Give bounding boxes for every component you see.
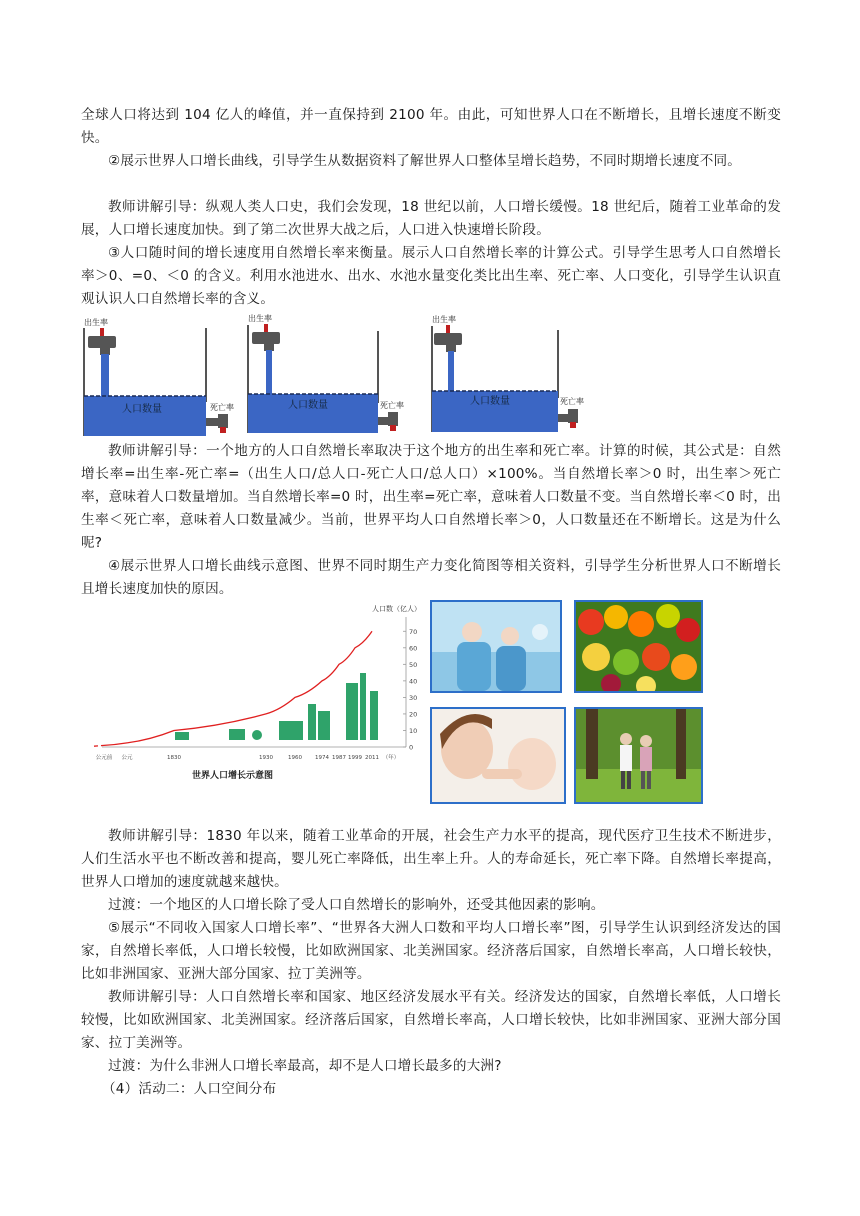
water-volume [84, 396, 206, 436]
drain-valve-icon [568, 409, 578, 423]
medical-doctors-image [430, 600, 562, 693]
faucet-handle-icon [264, 324, 268, 332]
production-icons [175, 673, 378, 740]
drain-valve-icon [388, 412, 398, 426]
y-tick-label: 60 [409, 644, 418, 653]
paragraph-2: ②展示世界人口增长曲线，引导学生从数据资料了解世界人口整体呈增长趋势，不同时期增长速度不同。 [108, 153, 742, 169]
y-tick-label: 0 [409, 743, 414, 752]
series-line [104, 631, 372, 745]
water-tank-diagram-1 [82, 314, 242, 438]
x-tick-label: 公元前 [95, 755, 113, 761]
y-tick-label: 30 [409, 693, 418, 702]
faucet-handle-icon [100, 328, 104, 336]
paragraph-12: （4）活动二：人口空间分布 [102, 1081, 277, 1097]
paragraph-11: 过渡：为什么非洲人口增长率最高，却不是人口增长最多的大洲? [108, 1058, 502, 1074]
y-tick-label: 50 [409, 660, 418, 669]
inflow-stream [448, 351, 454, 391]
paragraph-1: 全球人口将达到 104 亿人的峰值，并一直保持到 2100 年。由此，可知世界人口在不断增长，且增长速度不断变快。 [81, 107, 781, 146]
factory-icon [279, 721, 303, 740]
faucet-handle-icon [446, 325, 450, 333]
chart-ylabel: 人口数（亿人） [372, 605, 421, 613]
drain-valve-icon [218, 414, 228, 428]
x-tick-label: （年） [382, 755, 400, 761]
birth-rate-label: 出生率 [84, 318, 108, 327]
y-tick-label: 20 [409, 710, 418, 719]
faucet-icon [434, 333, 462, 345]
y-tick-label: 10 [409, 726, 418, 735]
svg-text:出生率: 出生率 [248, 314, 272, 323]
svg-text:死亡率: 死亡率 [560, 397, 584, 406]
gear-icon [252, 730, 262, 740]
world-population-chart [82, 601, 422, 811]
paragraph-8: 过渡：一个地区的人口增长除了受人口自然增长的影响外，还受其他因素的影响。 [108, 897, 605, 913]
water-tank-diagram-3 [428, 312, 592, 436]
svg-text:出生率: 出生率 [432, 315, 456, 324]
x-tick-label: 1974 [315, 755, 329, 761]
paragraph-5: 教师讲解引导：一个地方的人口自然增长率取决于这个地方的出生率和死亡率。计算的时候，其公式是：自然增长率=出生率-死亡率=（出生人口/总人口-死亡人口/总人口）×100%。当自然增长率＞0 时，出生率＞死亡率，意味着人口数量增加。当自然增长率=0 时，出生率=死亡率，意味着人口数量不变。当自然增长率＜0 时，出生率＜死亡率，意味着人口数量减少。当前，世界平均人口自然增长率＞0，人口数量还在不断增长。这是为什么呢? [81, 443, 781, 551]
svg-text:死亡率: 死亡率 [380, 401, 404, 410]
population-volume-label: 人口数量 [122, 404, 162, 415]
mother-baby-image [430, 707, 566, 804]
fruits-vegetables-image [574, 600, 703, 693]
inflow-stream [266, 350, 272, 394]
paragraph-7: 教师讲解引导：1830 年以来，随着工业革命的开展，社会生产力水平的提高，现代医疗卫生技术不断进步，人们生活水平也不断改善和提高，婴儿死亡率降低，出生率上升。人的寿命延长，死亡率下降。自然增长率提高，世界人口增加的速度就越来越快。 [81, 828, 781, 890]
svg-text:人口数量: 人口数量 [288, 400, 328, 411]
inflow-stream [101, 354, 109, 399]
x-tick-label: 公元 [121, 755, 133, 761]
faucet-icon [252, 332, 280, 344]
series-line-dashed [94, 745, 104, 746]
x-tick-label: 1987 [332, 755, 346, 761]
x-tick-label: 1930 [259, 755, 273, 761]
x-tick-label: 1999 [348, 755, 362, 761]
death-rate-label: 死亡率 [210, 403, 234, 412]
faucet-icon [88, 336, 116, 348]
svg-text:人口数量: 人口数量 [470, 396, 510, 407]
y-tick-label: 40 [409, 677, 418, 686]
paragraph-6: ④展示世界人口增长曲线示意图、世界不同时期生产力变化简图等相关资料，引导学生分析世界人口不断增长且增长速度加快的原因。 [81, 558, 781, 597]
x-tick-label: 1960 [288, 755, 302, 761]
chart-svg [82, 601, 422, 811]
x-tick-label: 1830 [167, 755, 181, 761]
chart-title: 世界人口增长示意图 [192, 771, 274, 781]
y-tick-label: 70 [409, 627, 418, 636]
x-tick-label: 2011 [365, 755, 379, 761]
paragraph-9: ⑤展示“不同收入国家人口增长率”、“世界各大洲人口数和平均人口增长率”图，引导学生认识到经济发达的国家，自然增长率低，人口增长较慢，比如欧洲国家、北美洲国家。经济落后国家，自然增长率高，人口增长较快，比如非洲国家、亚洲大部分国家、拉丁美洲等。 [81, 920, 781, 982]
train-icon [229, 729, 245, 740]
cattle-icon [175, 732, 189, 740]
elderly-couple-image [574, 707, 703, 804]
paragraph-4: ③人口随时间的增长速度用自然增长率来衡量。展示人口自然增长率的计算公式。引导学生思考人口自然增长率＞0、=0、＜0 的含义。利用水池进水、出水、水池水量变化类比出生率、死亡率、人口变化，引导学生认识直观认识人口自然增长率的含义。 [81, 245, 781, 307]
water-tank-diagram-2 [246, 311, 412, 437]
paragraph-10: 教师讲解引导：人口自然增长率和国家、地区经济发展水平有关。经济发达的国家，自然增长率低，人口增长较慢，比如欧洲国家、北美洲国家。经济落后国家，自然增长率高，人口增长较快，比如非洲国家、亚洲大部分国家、拉丁美洲等。 [81, 989, 781, 1051]
paragraph-3: 教师讲解引导：纵观人类人口史，我们会发现，18 世纪以前，人口增长缓慢。18 世纪后，随着工业革命的发展，人口增长速度加快。到了第二次世界大战之后，人口进入快速增长阶段。 [81, 199, 781, 238]
building-icon [308, 704, 316, 740]
